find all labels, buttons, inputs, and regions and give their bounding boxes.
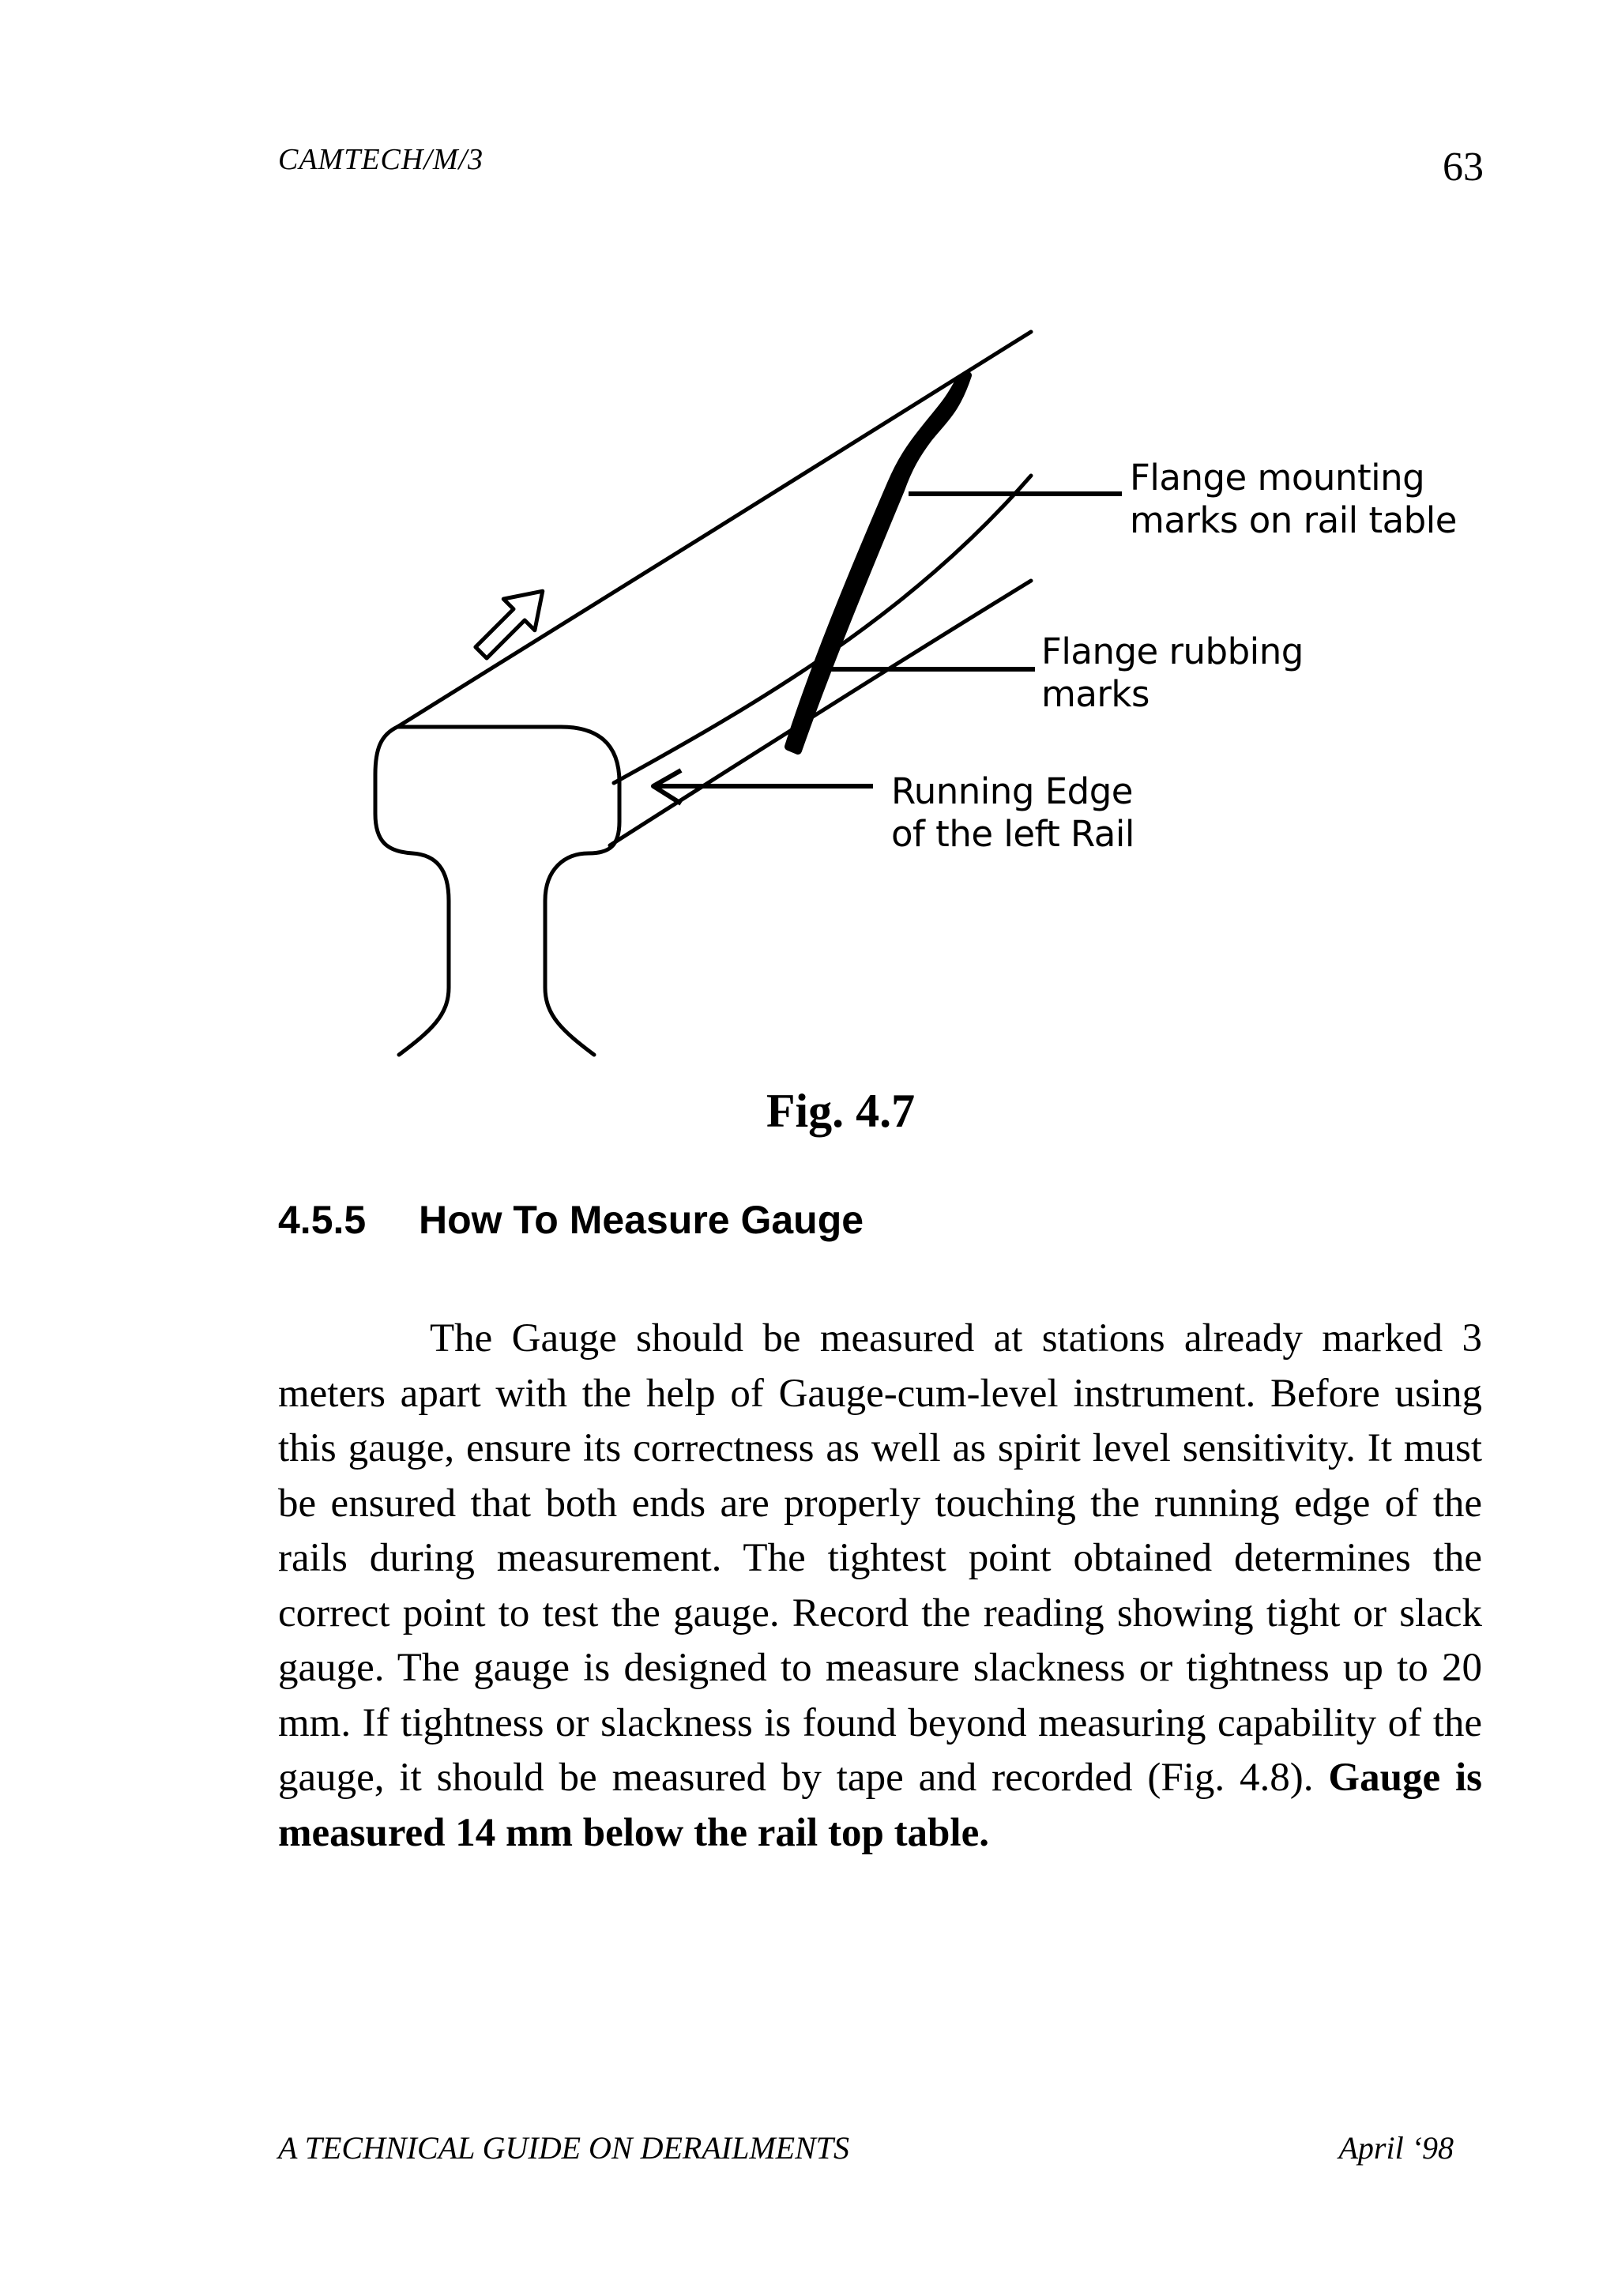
- callout-flange-rubbing: [1041, 630, 1304, 716]
- callout-flange-mounting: [1130, 457, 1457, 542]
- section-title: How To Measure Gauge: [419, 1198, 864, 1242]
- page-number: 63: [1443, 145, 1484, 190]
- figure-caption-text: Fig. 4.7: [766, 1085, 916, 1137]
- rail-diagram: [0, 300, 1618, 1090]
- figure-caption: [0, 1084, 1618, 1139]
- rail-gauge-face-line: [614, 476, 1031, 783]
- header-doc-code: CAMTECH/M/3: [278, 143, 484, 176]
- footer-guide-title: A TECHNICAL GUIDE ON DERAILMENTS: [278, 2130, 850, 2166]
- body-paragraph-text: The Gauge should be measured at stations already marked 3 meters apart with the help of Gauge-cum-level instrument. Before using this gauge, ensure its correctness as well as spirit level sensitivity. It must be ensured that both ends are properly touching the running edge of the rails during measurement. The tightest point obtained determines the correct point to test the gauge. Record the reading showing tight or slack gauge. The gauge is designed to measure slackness or tightness up to 20 mm. If tightness or slackness is found beyond measuring capability of the gauge, it should be measured by tape and recorded (Fig. 4.8).: [278, 1316, 1482, 1800]
- flange-mounting-mark: [788, 375, 968, 751]
- callout-text: Flange mounting: [1130, 457, 1425, 499]
- callout-text: marks on rail table: [1130, 499, 1457, 541]
- callout-text: of the left Rail: [891, 813, 1134, 855]
- callout-text: Flange rubbing: [1041, 630, 1304, 672]
- section-number: 4.5.5: [278, 1198, 367, 1242]
- body-paragraph: [278, 1312, 1482, 1861]
- section-heading: [278, 1197, 864, 1243]
- footer-date: April ‘98: [1338, 2130, 1454, 2166]
- rail-profile-outline: [375, 727, 619, 1055]
- rail-figure: [0, 300, 1618, 1090]
- callout-text: marks: [1041, 673, 1150, 715]
- body-paragraph-emphasis: Gauge is measured 14 mm below the rail top table.: [278, 1756, 1482, 1855]
- callout-running-edge: [891, 770, 1134, 856]
- callout-text: Running Edge: [891, 770, 1133, 812]
